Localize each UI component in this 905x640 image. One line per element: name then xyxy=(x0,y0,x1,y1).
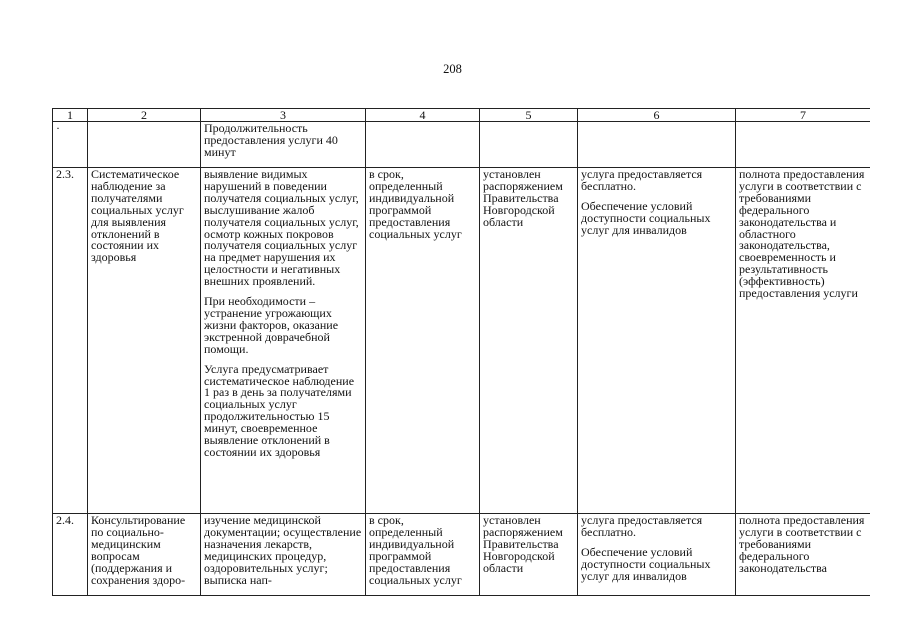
row-number: 2.3. xyxy=(53,168,88,514)
procedure-paragraph: услуга предоставляется бесплатно. xyxy=(581,167,703,193)
service-name-cell: Консультирование по социально-медицинским вопросам (поддержания и сохранения здоро- xyxy=(88,514,201,596)
procedure-cell xyxy=(578,514,736,596)
page-number: 208 xyxy=(443,62,462,76)
header-cell-2: 2 xyxy=(88,109,201,122)
table-row xyxy=(53,122,871,168)
header-cell-1: 1 xyxy=(53,109,88,122)
service-name-cell: Систематическое наблюдение за получателями социальных услуг для выявления отклонений в состоянии их здоровья xyxy=(88,168,201,514)
service-content-cell xyxy=(201,122,366,168)
header-row xyxy=(53,109,871,122)
procedure-cell xyxy=(578,122,736,168)
table-row xyxy=(53,514,871,596)
procedure-paragraph: услуга предоставляется бесплатно. xyxy=(581,513,703,539)
tariff-cell xyxy=(480,122,578,168)
deadline-cell xyxy=(366,122,480,168)
header-cell-4: 4 xyxy=(366,109,480,122)
quality-cell: полнота предоставления услуги в соответствии с требованиями федерального законодательства и областного законодательства, своевременность и результативность (эффективность) предоставления услуги xyxy=(736,168,871,514)
row-number: 2.4. xyxy=(53,514,88,596)
header-cell-3: 3 xyxy=(201,109,366,122)
service-content-cell xyxy=(201,514,366,596)
services-table-wrapper xyxy=(52,108,870,600)
header-cell-6: 6 xyxy=(578,109,736,122)
table-row xyxy=(53,168,871,514)
service-name-cell xyxy=(88,122,201,168)
content-paragraph: изучение медицинской документации; осуществление назначения лекарств, медицинских процедур, оздоровительных услуг; выписка нап- xyxy=(204,513,362,587)
content-paragraph: Услуга предусматривает систематическое наблюдение 1 раз в день за получателями социальных услуг продолжительностью 15 минут, своевременное выявление отклонений в состоянии их здоровья xyxy=(204,361,355,459)
content-paragraph: выявление видимых нарушений в поведении получателя социальных услуг, выслушивание жалоб получателя социальных услуг, осмотр кожных покровов получателя социальных услуг на предмет нарушения их целостности и негативных внешних проявлений. xyxy=(204,167,359,289)
content-paragraph: При необходимости – устранение угрожающих жизни факторов, оказание экстренной доврачебной помощи. xyxy=(204,294,339,356)
deadline-cell: в срок, определенный индивидуальной программой предоставления социальных услуг xyxy=(366,168,480,514)
deadline-cell: в срок, определенный индивидуальной программой предоставления социальных услуг xyxy=(366,514,480,596)
quality-cell xyxy=(736,122,871,168)
tariff-cell: установлен распоряжением Правительства Новгородской области xyxy=(480,168,578,514)
procedure-paragraph: Обеспечение условий доступности социальных услуг для инвалидов xyxy=(581,544,711,583)
header-cell-7: 7 xyxy=(736,109,871,122)
content-paragraph: Продолжительность предоставления услуги 40 минут xyxy=(204,121,338,159)
header-cell-5: 5 xyxy=(480,109,578,122)
quality-cell: полнота предоставления услуги в соответствии с требованиями федерального законодательства xyxy=(736,514,871,596)
service-content-cell xyxy=(201,168,366,514)
services-table xyxy=(52,108,870,596)
procedure-paragraph: Обеспечение условий доступности социальных услуг для инвалидов xyxy=(581,198,711,237)
row-number: · xyxy=(53,122,88,168)
procedure-cell xyxy=(578,168,736,514)
tariff-cell: установлен распоряжением Правительства Новгородской области xyxy=(480,514,578,596)
